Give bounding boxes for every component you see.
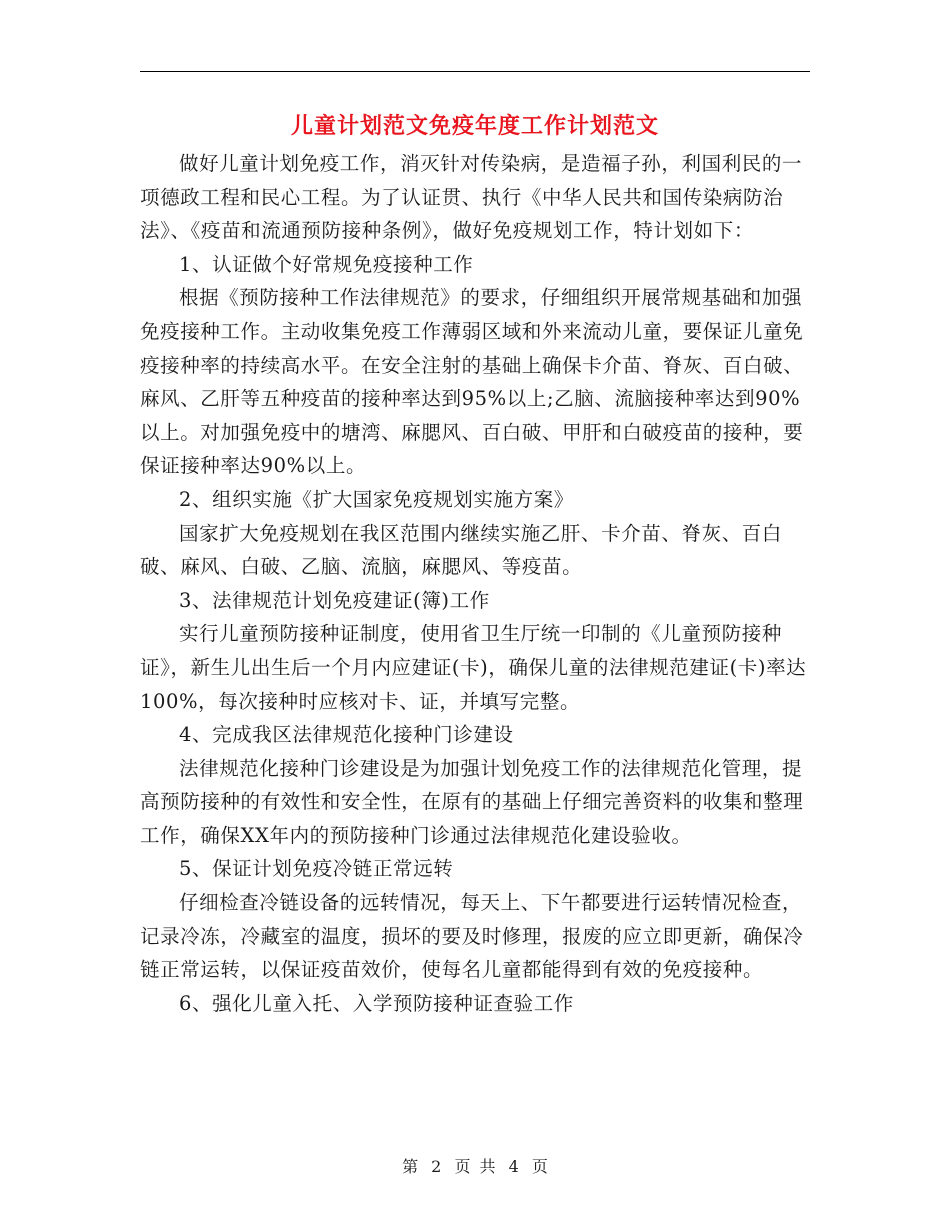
page-footer	[0, 1154, 950, 1177]
section-heading-3: 3、法律规范计划免疫建证(簿)工作	[179, 588, 490, 612]
total-pages-number: 4	[508, 1157, 519, 1176]
paragraph-section-2: 国家扩大免疫规划在我区范围内继续实施乙肝、卡介苗、脊灰、百白破、麻风、白破、乙脑、流脑，麻腮风、等疫苗。	[140, 521, 783, 579]
section-heading-4: 4、完成我区法律规范化接种门诊建设	[179, 723, 514, 747]
paragraph-section-1: 根据《预防接种工作法律规范》的要求，仔细组织开展常规基础和加强免疫接种工作。主动收集免疫工作薄弱区域和外来流动儿童，要保证儿童免疫接种率的持续高水平。在安全注射的基础上确保卡介苗、脊灰、百白破、麻风、乙肝等五种疫苗的接种率达到95%以上;乙脑、流脑接种率达到90%以上。对加强免疫中的塘湾、麻腮风、百白破、甲肝和白破疫苗的接种，要保证接种率达90%以上。	[140, 286, 804, 478]
paragraph-section-4: 法律规范化接种门诊建设是为加强计划免疫工作的法律规范化管理，提高预防接种的有效性和安全性，在原有的基础上仔细完善资料的收集和整理工作，确保XX年内的预防接种门诊通过法律规范化建设验收。	[140, 756, 804, 847]
document-title: 儿童计划范文免疫年度工作计划范文	[290, 113, 659, 139]
footer-mid: 页 共	[454, 1157, 496, 1176]
paragraph-section-3: 实行儿童预防接种证制度，使用省卫生厅统一印制的《儿童预防接种证》，新生儿出生后一个月内应建证(卡)，确保儿童的法律规范建证(卡)率达100%，每次接种时应核对卡、证，并填写完整。	[140, 622, 807, 713]
section-heading-2: 2、组织实施《扩大国家免疫规划实施方案》	[179, 487, 574, 511]
current-page-number: 2	[431, 1157, 442, 1176]
section-heading-6: 6、强化儿童入托、入学预防接种证查验工作	[179, 991, 574, 1015]
footer-suffix: 页	[531, 1157, 548, 1176]
header-rule	[140, 71, 810, 72]
document-body	[140, 147, 812, 1020]
paragraph-intro: 做好儿童计划免疫工作，消灭针对传染病，是造福子孙，利国利民的一项德政工程和民心工程。为了认证贯、执行《中华人民共和国传染病防治法》、《疫苗和流通预防接种条例》，做好免疫规划工作，特计划如下：	[140, 152, 803, 243]
section-heading-5: 5、保证计划免疫冷链正常远转	[179, 857, 454, 881]
paragraph-section-5: 仔细检查冷链设备的远转情况，每天上、下午都要进行运转情况检查，记录冷冻，冷藏室的温度，损坏的要及时修理，报废的应立即更新，确保冷链正常运转，以保证疫苗效价，使每名儿童都能得到有效的免疫接种。	[140, 891, 804, 982]
section-heading-1: 1、认证做个好常规免疫接种工作	[179, 252, 474, 276]
footer-prefix: 第	[402, 1157, 419, 1176]
